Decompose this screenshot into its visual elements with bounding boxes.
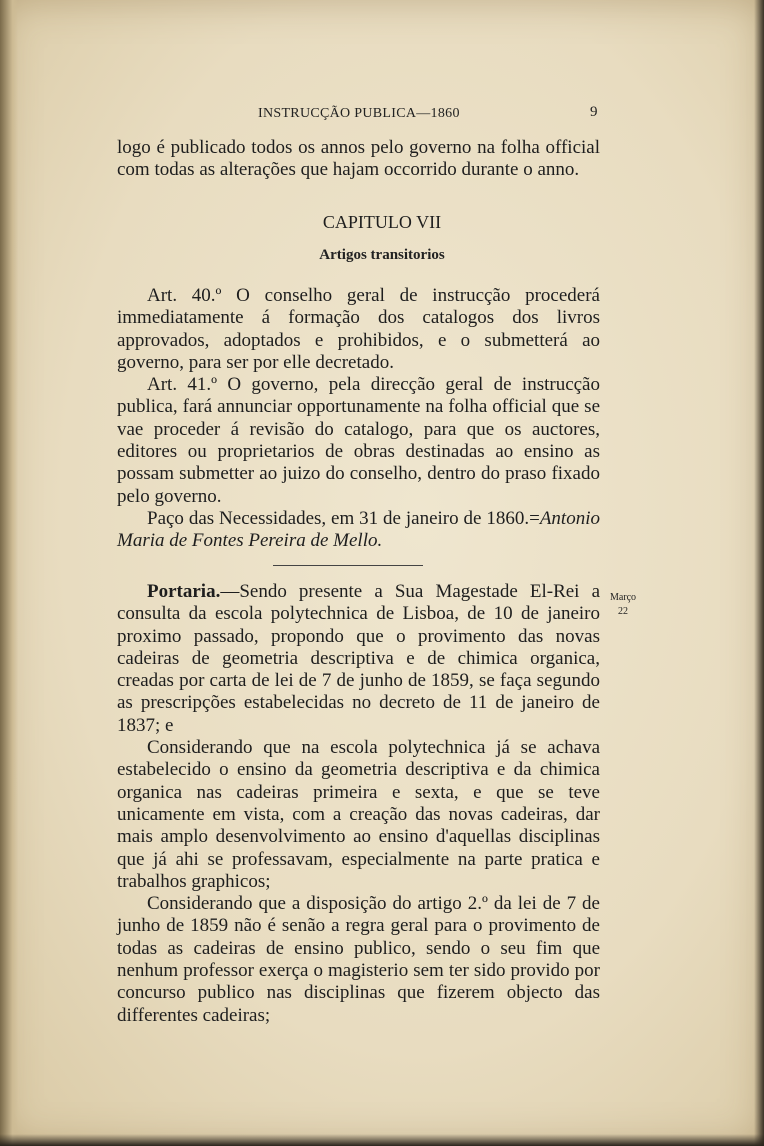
page-right-edge [754, 0, 764, 1146]
paragraph-art-40: Art. 40.º O conselho geral de instrucção procederá immediatamente á formação dos catalogos dos livros approvados, adoptados e prohibidos, e o submetterá ao governo, para ser por elle decretado. [117, 285, 600, 373]
signature: Antonio Maria de Fontes Pereira de Mello. [117, 507, 600, 552]
paragraph-considerando-2: Considerando que a disposição do artigo 2.º da lei de 7 de junho de 1859 não é senão a regra geral para o provimento de todas as cadeiras de ensino publico, sendo o seu fim que nenhum professor exerça o magisterio sem ter sido provido por concurso publico nas disciplinas que fizerem objecto das differentes cadeiras; [117, 893, 600, 1026]
paragraph-art-41: Art. 41.º O governo, pela direcção geral de instrucção publica, fará annunciar opportunamente na folha official que se vae proceder á revisão do catalogo, para que os auctores, editores ou proprietarios de obras destinadas ao ensino as possam submetter ao juizo do conselho, dentro do praso fixado pelo governo. [117, 374, 600, 507]
paragraph: logo é publicado todos os annos pelo governo na folha official com todas as alterações que hajam occorrido durante o anno. [117, 137, 600, 181]
date-line: Paço das Necessidades, em 31 de janeiro de 1860.= [147, 507, 540, 529]
margin-day: 22 [618, 606, 628, 617]
chapter-title: CAPITULO VII [322, 212, 442, 232]
paragraph-considerando-1: Considerando que na escola polytechnica já se achava estabelecido o ensino da geometria descriptiva e da chimica organica nas cadeiras primeira e sexta, e que se teve unicamente em vista, com a creação das novas cadeiras, dar mais amplo desenvolvimento ao ensino d'aquellas disciplinas que já ahi se professavam, especialmente na parte pratica e trabalhos graphicos; [117, 737, 600, 892]
text-block-articles [117, 285, 600, 553]
portaria-lead: Portaria. [147, 581, 221, 602]
paragraph-date-signature [117, 508, 600, 553]
margin-month: Março [609, 592, 637, 603]
section-divider [273, 565, 423, 566]
chapter-subtitle: Artigos transitorios [319, 247, 445, 263]
margin-date-note [603, 591, 643, 619]
page-number: 9 [590, 104, 598, 120]
page-fold-shadow [0, 0, 18, 1146]
running-header: INSTRUCÇÃO PUBLICA—1860 [258, 106, 460, 121]
text-block-continuation [117, 137, 600, 182]
page-bottom-edge [0, 1134, 764, 1146]
paragraph-portaria [117, 581, 600, 737]
text-block-portaria [117, 581, 600, 1027]
portaria-body: —Sendo presente a Sua Magestade El-Rei a consulta da escola polytechnica de Lisboa, de 10 de janeiro proximo passado, propondo que o provimento das novas cadeiras de geometria descriptiva e de chimica organica, creadas por carta de lei de 7 de junho de 1859, se faça segundo as prescripções estabelecidas no decreto de 11 de janeiro de 1837; e [117, 581, 600, 736]
